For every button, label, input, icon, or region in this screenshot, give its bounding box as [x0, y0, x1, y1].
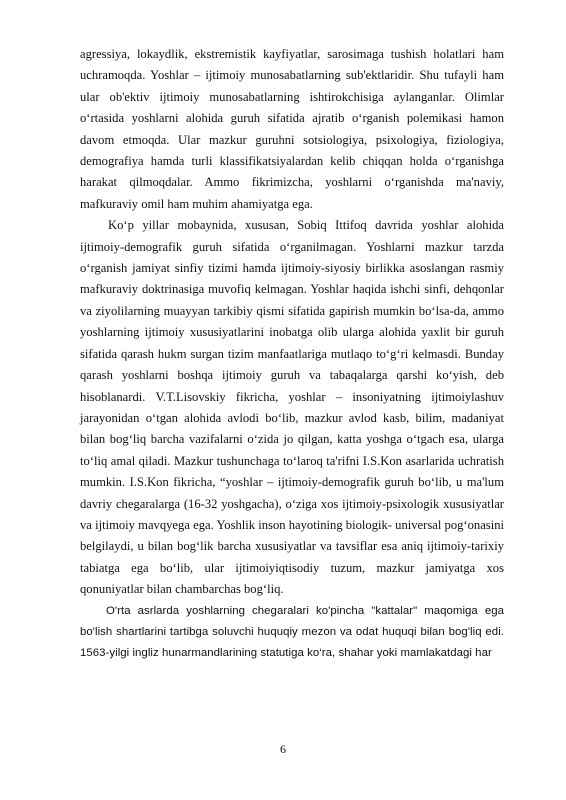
paragraph-3: O'rta asrlarda yoshlarning chegaralari ko'pincha "kattalar" maqomiga ega bo'lish shartlarini tartibga soluvchi huquqiy mezon va odat huquqi bilan bog'liq edi. 1563-yilgi ingliz hunarmandlarining statutiga ko‘ra, shahar yoki mamlakatdagi har [80, 604, 504, 660]
page-number: 6 [280, 742, 286, 756]
paragraph-2: Ko‘p yillar mobaynida, xususan, Sobiq Ittifoq davrida yoshlar alohida ijtimoiy-demografik guruh sifatida o‘rganilmagan. Yoshlarni mazkur tarzda o‘rganish jamiyat sinfiy tizimi hamda ijtimoiy-siyosiy birlikka asoslangan rasmiy mafkuraviy doktrinasiga muvofiq kelmagan. Yoshlar haqida ishchi sinfi, dehqonlar va ziyolilarning muayyan tarkibiy qismi sifatida gapirish mumkin bo‘lsa-da, ammo yoshlarning ijtimoiy xususiyatlarini inobatga olib ularga alohida yaxlit bir guruh sifatida qarash hukm surgan tizim manfaatlariga mutlaqo to‘g‘ri kelmasdi. Bunday qarash yoshlarni boshqa ijtimoiy guruh va tabaqalarga qarshi ko‘yish, deb hisoblanardi. V.T.Lisovskiy fikricha, yoshlar – insoniyatning ijtimoiylashuv jarayonidan o‘tgan alohida avlodi bo‘lib, mazkur avlod kasb, bilim, madaniyat bilan bog‘liq barcha vazifalarni o‘zida jo qilgan, katta yoshga o‘tgach esa, ularga to‘liq amal qiladi. Mazkur tushunchaga to‘laroq ta'rifni I.S.Kon asarlarida uchratish mumkin. I.S.Kon fikricha, “yoshlar – ijtimoiy-demografik guruh bo‘lib, u ma'lum davriy chegaralarga (16-32 yoshgacha), o‘ziga xos ijtimoiy-psixologik xususiyatlar va ijtimoiy mavqyega ega. Yoshlik inson hayotining biologik- universal pog‘onasini belgilaydi, u bilan bog‘lik barcha xususiyatlar va tavsiflar esa aniq ijtimoiy-tarixiy tabiatga ega bo‘lib, ular ijtimoiyiqtisodiy tuzum, mazkur jamiyatga xos qonuniyatlar bilan chambarchas bog‘liq. [80, 218, 504, 597]
page-body [80, 44, 504, 665]
paragraph-1: agressiya, lokaydlik, ekstremistik kayfiyatlar, sarosimaga tushish holatlari ham uchramoqda. Yoshlar – ijtimoiy munosabatlarning sub'ektlaridir. Shu tufayli ham ular ob'ektiv ijtimoiy munosabatlarning ishtirokchisiga aylanganlar. Olimlar o‘rtasida yoshlarni alohida guruh sifatida ajratib o‘rganish polemikasi hamon davom etmoqda. Ular mazkur guruhni sotsiologiya, psixologiya, fiziologiya, demografiya hamda turli klassifikatsiyalardan kelib chiqqan holda o‘rganishga harakat qilmoqdalar. Ammo fikrimizcha, yoshlarni o‘rganishda ma'naviy, mafkuraviy omil ham muhim ahamiyatga ega. [80, 47, 504, 211]
